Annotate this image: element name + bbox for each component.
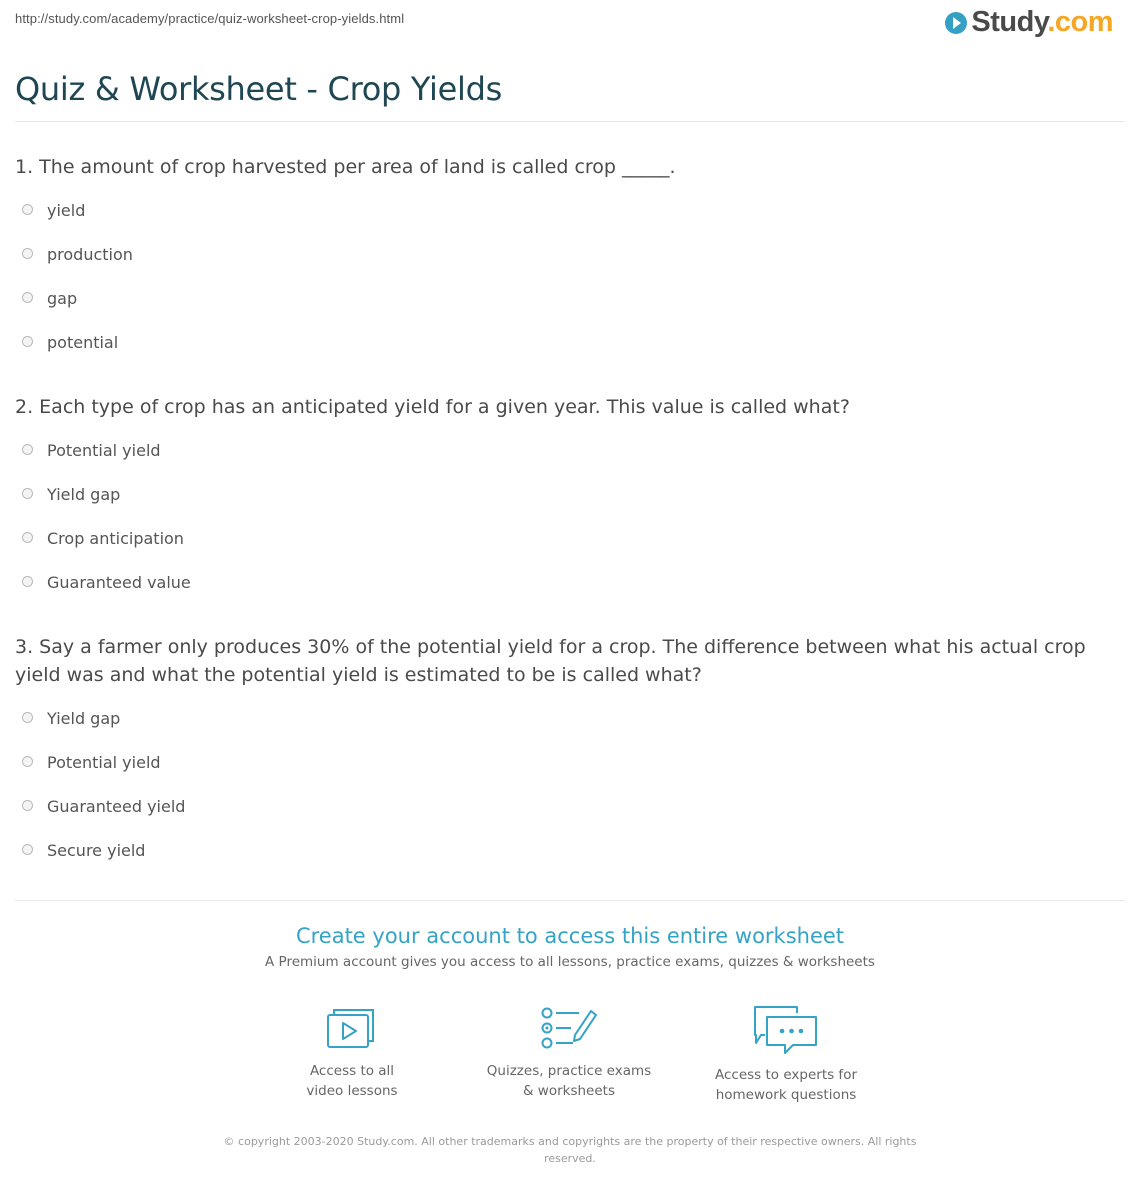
q3-option-3[interactable] xyxy=(22,795,185,817)
option-label: potential xyxy=(47,332,119,352)
option-label: yield xyxy=(47,200,86,220)
question-2: 2. Each type of crop has an anticipated yield for a given year. This value is called what? xyxy=(15,396,850,418)
video-lessons-icon xyxy=(326,1005,378,1051)
option-label: Yield gap xyxy=(47,708,121,728)
radio-button[interactable] xyxy=(22,800,33,811)
radio-button[interactable] xyxy=(22,204,33,215)
page-url: http://study.com/academy/practice/quiz-worksheet-crop-yields.html xyxy=(15,11,405,26)
radio-button[interactable] xyxy=(22,756,33,767)
radio-button[interactable] xyxy=(22,444,33,455)
title-divider xyxy=(15,121,1125,122)
radio-button[interactable] xyxy=(22,712,33,723)
radio-button[interactable] xyxy=(22,576,33,587)
option-label: Yield gap xyxy=(47,484,121,504)
radio-button[interactable] xyxy=(22,292,33,303)
promo-subtitle: A Premium account gives you access to all lessons, practice exams, quizzes & worksheets xyxy=(265,954,875,970)
promo-divider xyxy=(15,900,1125,901)
q2-option-4[interactable] xyxy=(22,571,191,593)
option-label: Guaranteed yield xyxy=(47,796,186,816)
feature-label: Access to experts for homework questions xyxy=(714,1067,857,1103)
copyright-notice: © copyright 2003-2020 Study.com. All other trademarks and copyrights are the property of their respective owners. All rights reserved. xyxy=(223,1135,917,1165)
q3-option-2[interactable] xyxy=(22,751,161,773)
radio-button[interactable] xyxy=(22,532,33,543)
create-account-link[interactable]: Create your account to access this entire worksheet xyxy=(295,924,845,948)
feature-label: Quizzes, practice exams & worksheets xyxy=(486,1063,652,1099)
quiz-checklist-icon xyxy=(539,1005,599,1051)
q2-option-1[interactable] xyxy=(22,439,161,461)
feature-video-lessons xyxy=(252,1005,452,1101)
radio-button[interactable] xyxy=(22,248,33,259)
logo-text: Study.com xyxy=(971,6,1113,38)
q3-option-1[interactable] xyxy=(22,707,120,729)
chat-bubbles-icon xyxy=(753,1005,819,1055)
option-label: gap xyxy=(47,288,78,308)
option-label: Potential yield xyxy=(47,752,161,772)
study-logo[interactable] xyxy=(945,6,1113,39)
radio-button[interactable] xyxy=(22,336,33,347)
radio-button[interactable] xyxy=(22,488,33,499)
q1-option-1[interactable] xyxy=(22,199,85,221)
q1-option-4[interactable] xyxy=(22,331,118,353)
feature-experts xyxy=(686,1005,886,1105)
feature-quizzes xyxy=(469,1005,669,1101)
radio-button[interactable] xyxy=(22,844,33,855)
q1-option-2[interactable] xyxy=(22,243,133,265)
option-label: production xyxy=(47,244,133,264)
q2-option-2[interactable] xyxy=(22,483,120,505)
q2-option-3[interactable] xyxy=(22,527,184,549)
q1-option-3[interactable] xyxy=(22,287,77,309)
option-label: Guaranteed value xyxy=(47,572,191,592)
play-logo-icon xyxy=(945,12,967,34)
feature-label: Access to all video lessons xyxy=(306,1063,398,1099)
page-title: Quiz & Worksheet - Crop Yields xyxy=(15,70,502,108)
option-label: Crop anticipation xyxy=(47,528,184,548)
q3-option-4[interactable] xyxy=(22,839,145,861)
question-3: 3. Say a farmer only produces 30% of the potential yield for a crop. The difference between what his actual crop yield was and what the potential yield is estimated to be is called what? xyxy=(15,636,1086,686)
option-label: Secure yield xyxy=(47,840,146,860)
option-label: Potential yield xyxy=(47,440,161,460)
question-1: 1. The amount of crop harvested per area of land is called crop _____. xyxy=(15,156,676,178)
